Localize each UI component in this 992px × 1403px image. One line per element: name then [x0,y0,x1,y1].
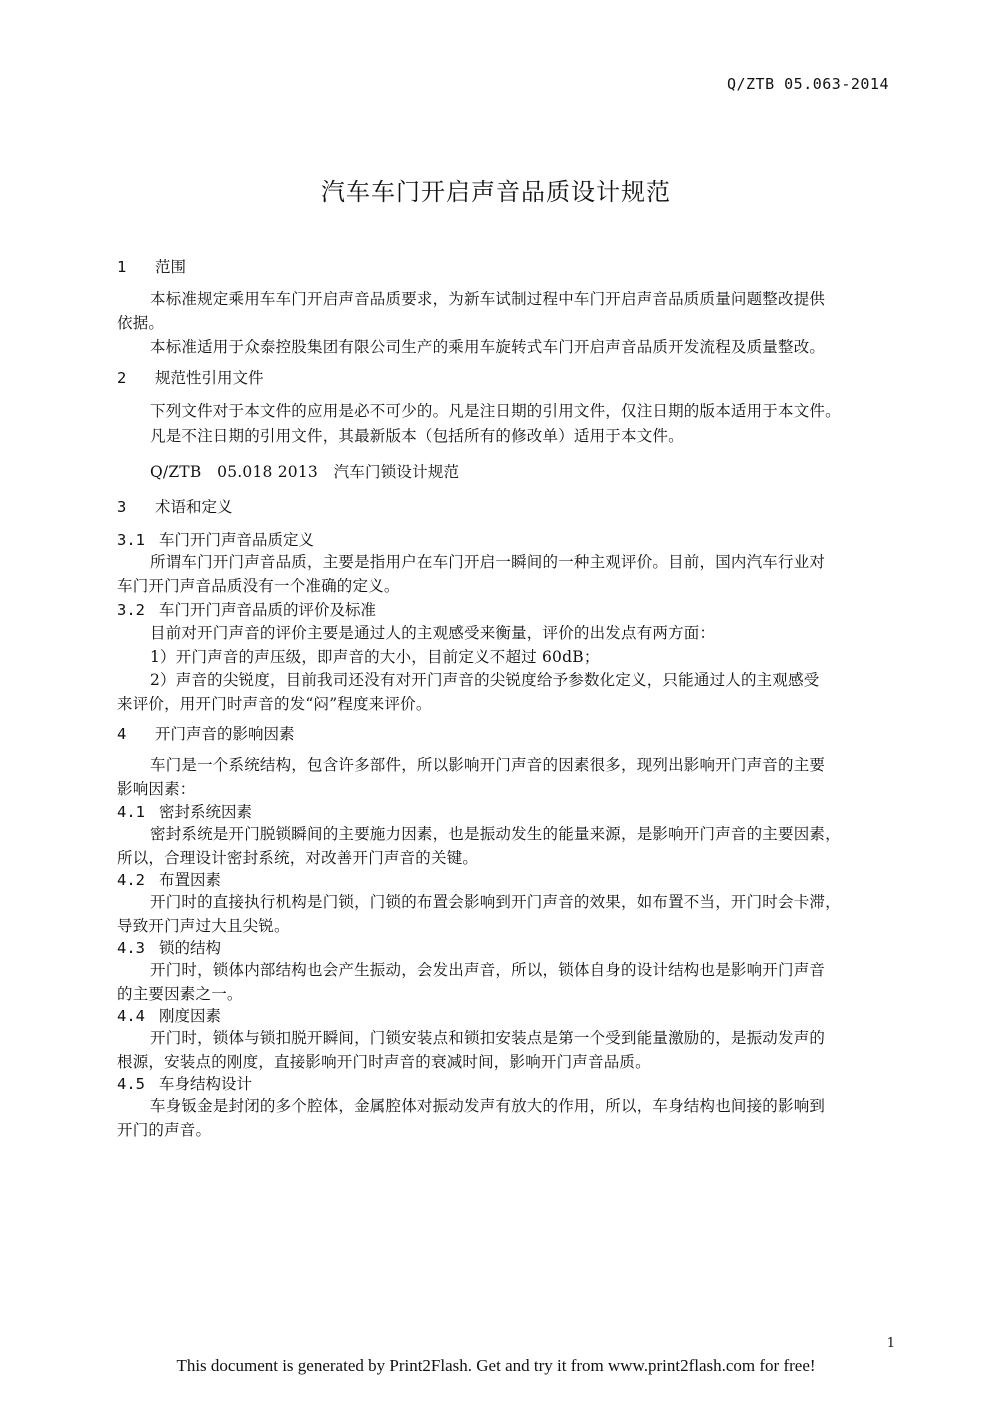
paragraph: 所谓车门开门声音品质，主要是指用户在车门开启一瞬间的一种主观评价。目前，国内汽车行业对 [150,553,826,571]
paragraph: 所以，合理设计密封系统，对改善开门声音的关键。 [117,849,479,867]
paragraph: 车身钣金是封闭的多个腔体，金属腔体对振动发声有放大的作用，所以，车身结构也间接的影响到 [150,1097,826,1115]
section-heading-4-4: 4.4 刚度因素 [117,1007,222,1025]
normative-reference: Q/ZTB 05.018 2013 汽车门锁设计规范 [150,463,460,481]
section-heading-1: 1 范围 [117,258,187,276]
paragraph: 导致开门声过大且尖锐。 [117,917,290,935]
paragraph: 车门是一个系统结构，包含许多部件，所以影响开门声音的因素很多，现列出影响开门声音的主要 [150,756,826,774]
paragraph: 下列文件对于本文件的应用是必不可少的。凡是注日期的引用文件，仅注日期的版本适用于本文件。 [150,402,841,420]
section-heading-4-2: 4.2 布置因素 [117,871,222,889]
section-heading-2: 2 规范性引用文件 [117,369,264,387]
section-heading-4: 4 开门声音的影响因素 [117,725,295,743]
paragraph: 的主要因素之一。 [117,985,243,1003]
section-heading-4-3: 4.3 锁的结构 [117,939,222,957]
paragraph: 凡是不注日期的引用文件，其最新版本（包括所有的修改单）适用于本文件。 [150,427,684,445]
paragraph: 开门时的直接执行机构是门锁，门锁的布置会影响到开门声音的效果，如布置不当，开门时会卡滞， [150,893,841,911]
paragraph: 开门时，锁体内部结构也会产生振动，会发出声音，所以，锁体自身的设计结构也是影响开门声音 [150,961,826,979]
paragraph: 本标准规定乘用车车门开启声音品质要求，为新车试制过程中车门开启声音品质质量问题整改提供 [150,290,826,308]
paragraph: 本标准适用于众泰控股集团有限公司生产的乘用车旋转式车门开启声音品质开发流程及质量整改。 [150,338,826,356]
paragraph: 目前对开门声音的评价主要是通过人的主观感受来衡量，评价的出发点有两方面： [150,624,716,642]
paragraph: 2）声音的尖锐度，目前我司还没有对开门声音的尖锐度给予参数化定义，只能通过人的主观感受 [150,671,820,689]
paragraph: 开门的声音。 [117,1121,212,1139]
section-heading-4-5: 4.5 车身结构设计 [117,1075,253,1093]
paragraph: 车门开门声音品质没有一个准确的定义。 [117,577,400,595]
paragraph: 影响因素： [117,780,196,798]
page-number: 1 [886,1336,895,1351]
paragraph: 来评价，用开门时声音的发“闷”程度来评价。 [117,695,432,713]
paragraph: 依据。 [117,314,165,332]
document-title: 汽车车门开启声音品质设计规范 [321,178,671,206]
section-heading-3-2: 3.2 车门开门声音品质的评价及标准 [117,601,377,619]
paragraph: 根源，安装点的刚度，直接影响开门时声音的衰减时间，影响开门声音品质。 [117,1053,651,1071]
section-heading-3: 3 术语和定义 [117,498,233,516]
section-heading-3-1: 3.1 车门开门声音品质定义 [117,531,315,549]
document-number: Q/ZTB 05.063-2014 [726,75,889,93]
section-heading-4-1: 4.1 密封系统因素 [117,803,253,821]
footer-note: This document is generated by Print2Flash. Get and try it from www.print2flash.com for free! [176,1356,816,1375]
paragraph: 开门时，锁体与锁扣脱开瞬间，门锁安装点和锁扣安装点是第一个受到能量激励的，是振动发声的 [150,1029,826,1047]
paragraph: 1）开门声音的声压级，即声音的大小，目前定义不超过 60dB； [150,648,600,666]
paragraph: 密封系统是开门脱锁瞬间的主要施力因素，也是振动发生的能量来源，是影响开门声音的主要因素， [150,825,841,843]
